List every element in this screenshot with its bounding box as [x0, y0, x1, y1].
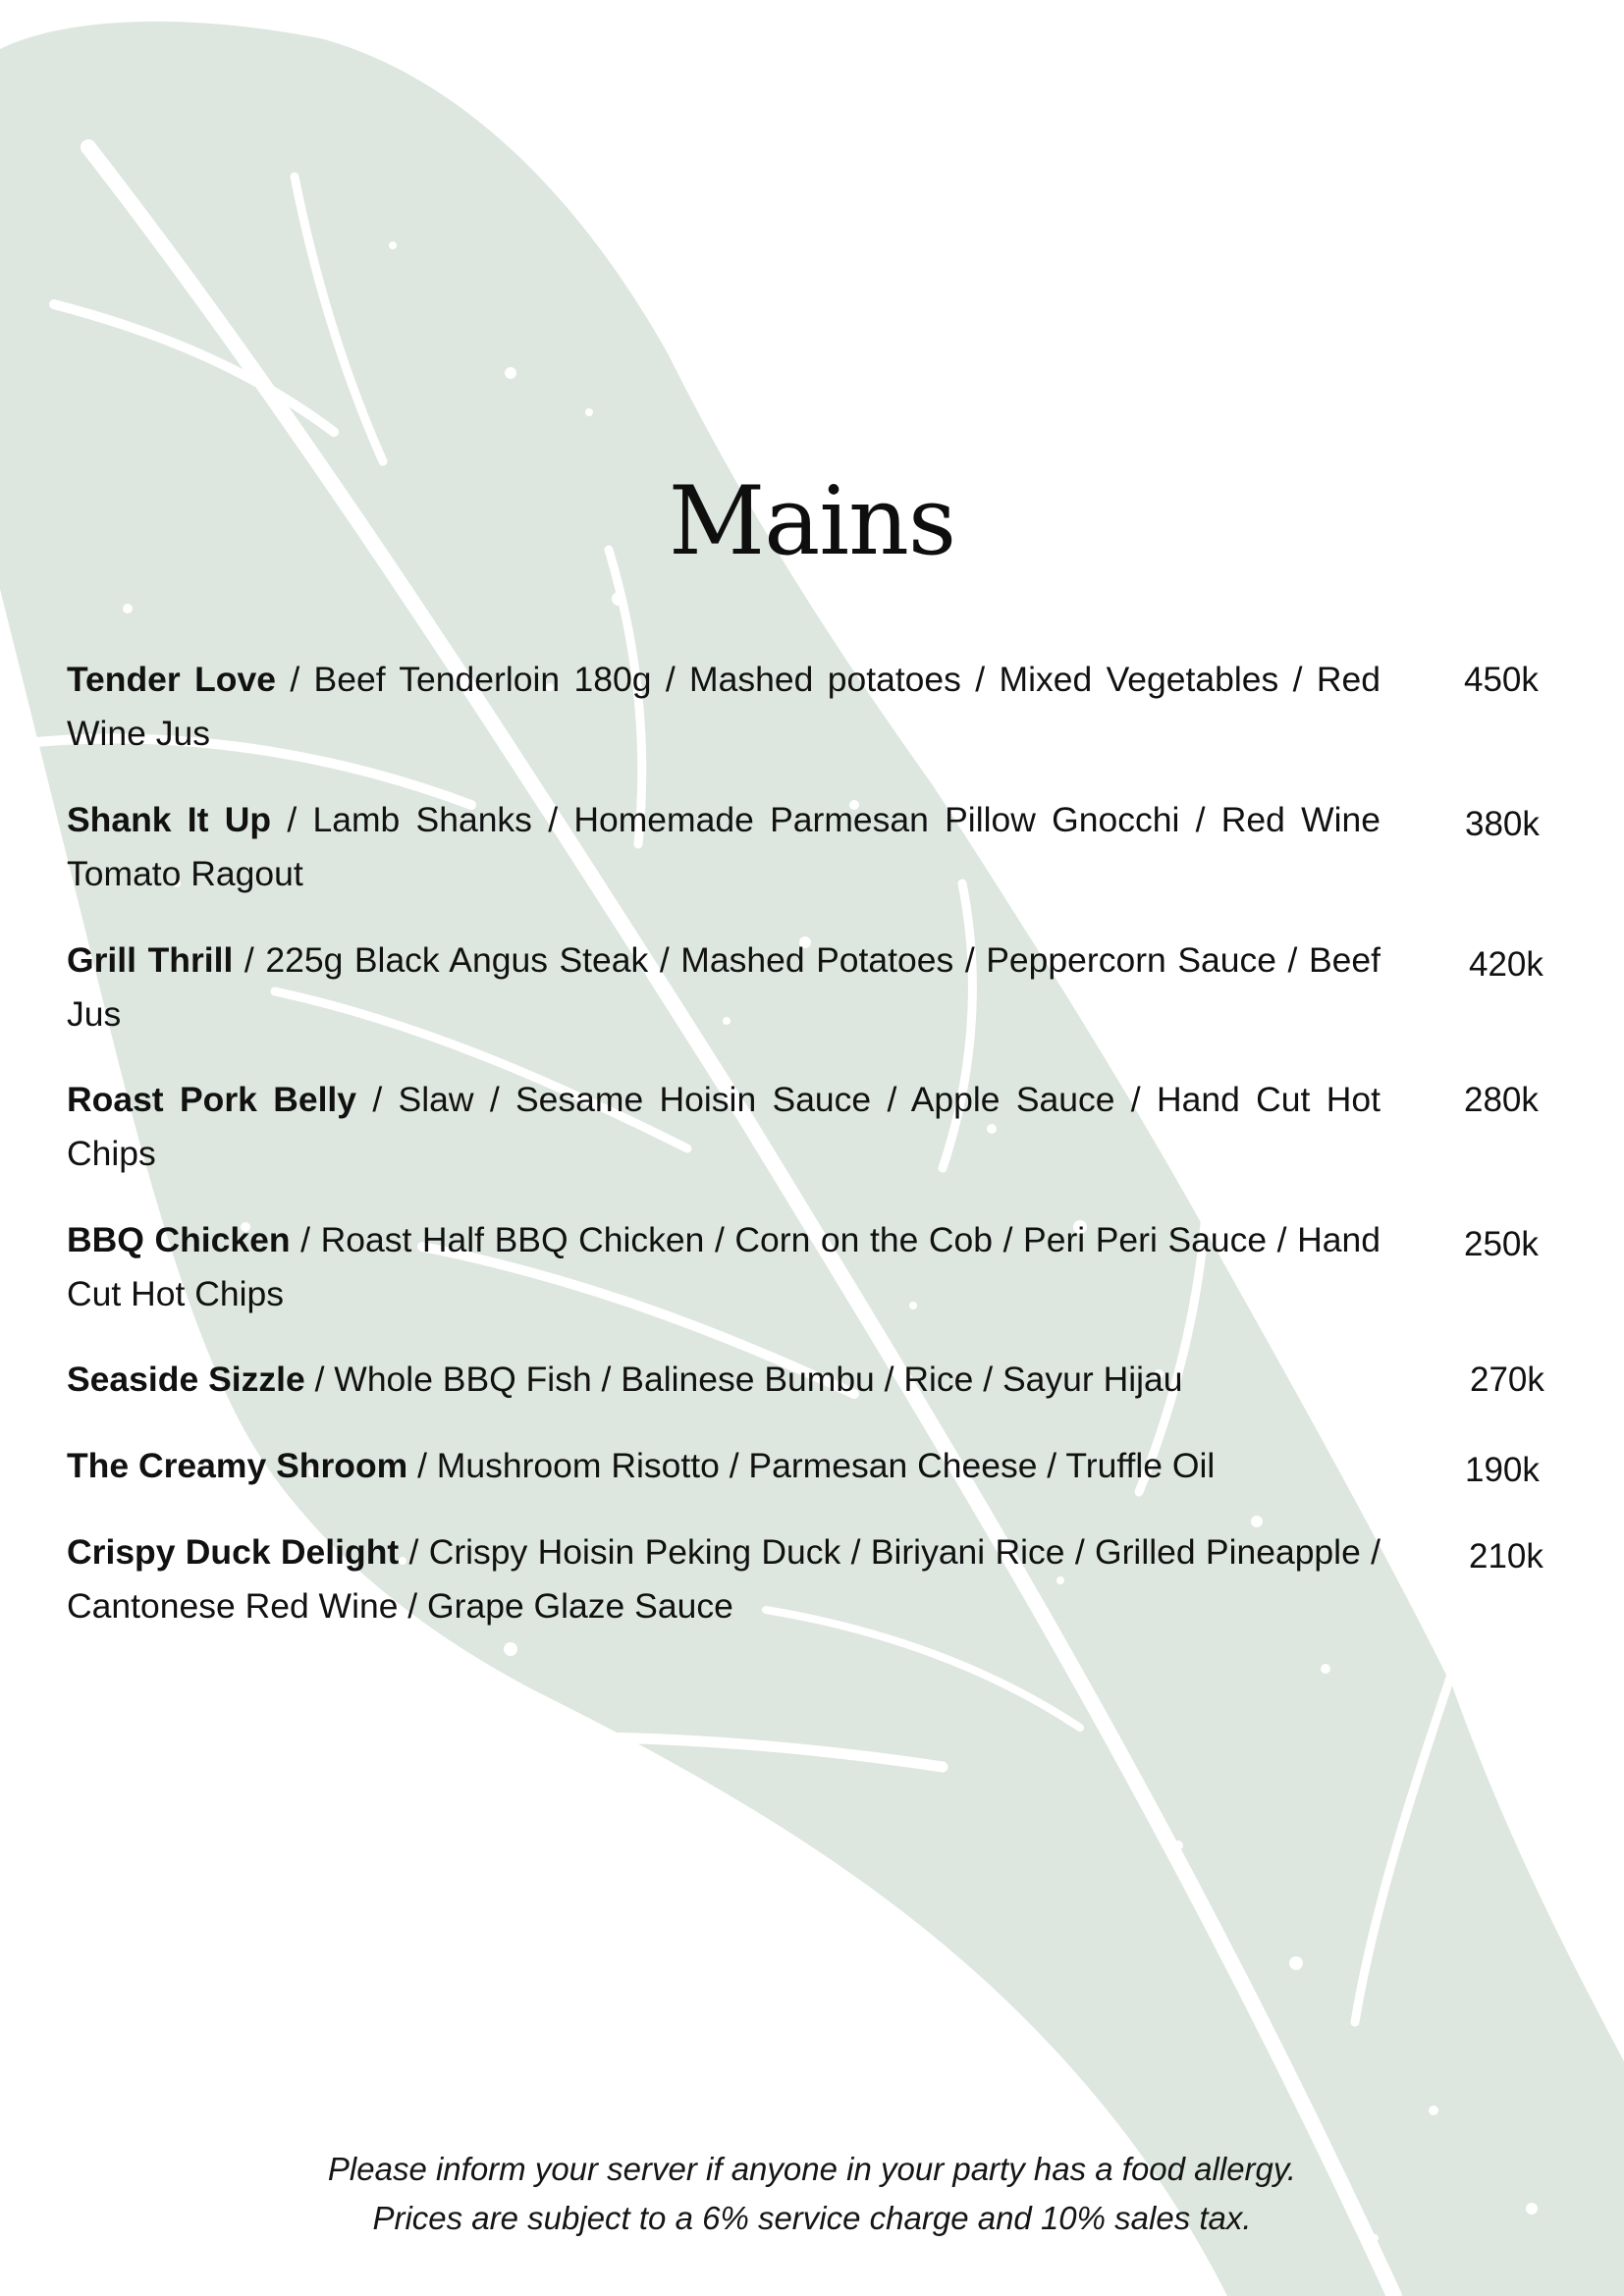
menu-item-tender-love: [67, 653, 1551, 761]
item-name: Tender Love: [67, 660, 276, 699]
menu-item-shank-it-up: [67, 793, 1551, 901]
item-text: [67, 653, 1380, 761]
menu-item-crispy-duck-delight: [67, 1525, 1551, 1633]
item-description: / Lamb Shanks / Homemade Parmesan Pillow Gnocchi / Red Wine Tomato Ragout: [67, 800, 1380, 893]
item-name: Crispy Duck Delight: [67, 1532, 400, 1572]
item-description: / Roast Half BBQ Chicken / Corn on the Cob / Peri Peri Sauce / Hand Cut Hot Chips: [67, 1220, 1380, 1313]
allergy-note: Please inform your server if anyone in your party has a food allergy.: [327, 2151, 1297, 2187]
menu-item-bbq-chicken: [67, 1213, 1551, 1321]
item-price: 190k: [1465, 1451, 1540, 1489]
item-price: 270k: [1470, 1361, 1544, 1399]
item-price: 280k: [1464, 1081, 1539, 1119]
page-title: Mains: [668, 466, 956, 576]
item-name: Grill Thrill: [67, 940, 234, 980]
charges-note: Prices are subject to a 6% service charge and 10% sales tax.: [372, 2200, 1252, 2236]
item-name: BBQ Chicken: [67, 1220, 291, 1259]
menu-item-seaside-sizzle: [67, 1353, 1551, 1407]
item-name: Roast Pork Belly: [67, 1080, 357, 1119]
item-price: 250k: [1464, 1225, 1539, 1263]
menu-item-roast-pork-belly: [67, 1073, 1551, 1181]
item-description: / Crispy Hoisin Peking Duck / Biriyani Rice / Grilled Pineapple / Cantonese Red Wine / Grape Glaze Sauce: [67, 1532, 1380, 1626]
item-text: [67, 1353, 1380, 1407]
item-text: [67, 1525, 1380, 1633]
menu-item-the-creamy-shroom: [67, 1439, 1551, 1493]
menu-item-grill-thrill: [67, 934, 1551, 1041]
item-description: / Beef Tenderloin 180g / Mashed potatoes / Mixed Vegetables / Red Wine Jus: [67, 660, 1380, 753]
item-price: 450k: [1464, 661, 1539, 699]
item-text: [67, 1213, 1380, 1321]
item-description: / Mushroom Risotto / Parmesan Cheese / Truffle Oil: [407, 1446, 1216, 1485]
item-name: Seaside Sizzle: [67, 1360, 305, 1399]
item-text: [67, 1439, 1380, 1493]
item-text: [67, 793, 1380, 901]
item-name: Shank It Up: [67, 800, 272, 839]
item-price: 420k: [1469, 945, 1543, 984]
item-name: The Creamy Shroom: [67, 1446, 408, 1485]
item-text: [67, 934, 1380, 1041]
footer-notes: [0, 2145, 1624, 2243]
item-text: [67, 1073, 1380, 1181]
item-description: / Whole BBQ Fish / Balinese Bumbu / Rice / Sayur Hijau: [304, 1360, 1183, 1399]
item-description: / Slaw / Sesame Hoisin Sauce / Apple Sauce / Hand Cut Hot Chips: [67, 1080, 1380, 1173]
item-description: / 225g Black Angus Steak / Mashed Potatoes / Peppercorn Sauce / Beef Jus: [67, 940, 1381, 1034]
item-price: 380k: [1465, 805, 1540, 843]
item-price: 210k: [1469, 1537, 1543, 1575]
